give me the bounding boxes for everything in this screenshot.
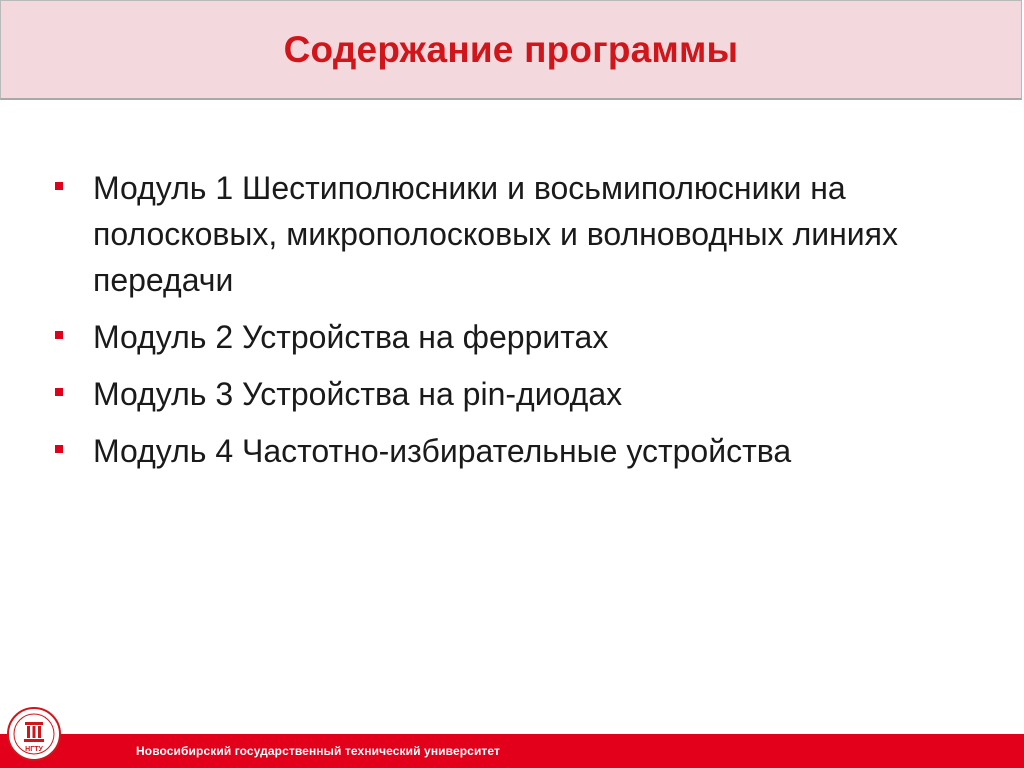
footer-text: Новосибирский государственный технический университет [136,744,500,758]
square-bullet-icon [55,445,63,453]
logo-text: НГТУ [25,746,43,753]
bullet-list [55,165,995,474]
square-bullet-icon [55,388,63,396]
bullet-item [55,165,995,303]
bullet-item [55,371,995,417]
square-bullet-icon [55,182,63,190]
square-bullet-icon [55,331,63,339]
title-bar [0,0,1022,100]
bullet-text: Модуль 1 Шестиполюсники и восьмиполюсники на полосковых, микрополосковых и волноводных линиях передачи [93,170,898,298]
bullet-text: Модуль 3 Устройства на pin-диодах [93,376,623,412]
content-area [55,165,995,485]
bullet-item [55,314,995,360]
bullet-text: Модуль 4 Частотно-избирательные устройства [93,433,792,469]
university-logo-icon [6,706,62,762]
slide-title: Содержание программы [283,28,739,70]
bullet-text: Модуль 2 Устройства на ферритах [93,319,609,355]
footer-bar [0,734,1024,768]
bullet-item [55,428,995,474]
